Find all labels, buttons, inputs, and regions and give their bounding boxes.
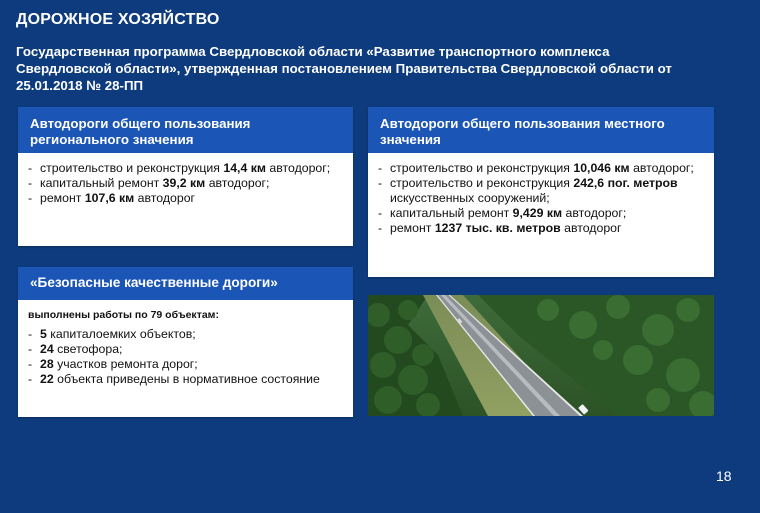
- local-roads-title: Автодороги общего пользования местного значения: [368, 107, 714, 153]
- regional-roads-title: Автодороги общего пользования регионального значения: [18, 107, 353, 153]
- list-item: - строительство и реконструкция 242,6 пог. метров искусственных сооружений;: [378, 176, 704, 206]
- road-photo: [368, 295, 714, 416]
- page-title: ДОРОЖНОЕ ХОЗЯЙСТВО: [16, 11, 220, 28]
- safe-roads-list: [28, 327, 343, 387]
- list-item: - 22 объекта приведены в нормативное состояние: [28, 372, 343, 387]
- list-item: - 5 капиталоемких объектов;: [28, 327, 343, 342]
- list-item: - капитальный ремонт 39,2 км автодорог;: [28, 176, 343, 191]
- regional-roads-list: [28, 161, 343, 206]
- safe-roads-note: выполнены работы по 79 объектам:: [28, 309, 219, 321]
- page-number: 18: [716, 468, 732, 484]
- program-subtitle: Государственная программа Свердловской области «Развитие транспортного комплекса Свердловской области», утвержденная постановлением Правительства Свердловской области от 25.01.2018 № 28-ПП: [16, 44, 672, 93]
- list-item: - ремонт 1237 тыс. кв. метров автодорог: [378, 221, 704, 236]
- local-roads-card: [368, 107, 714, 277]
- safe-roads-card: [18, 267, 353, 417]
- local-roads-body: [368, 153, 714, 236]
- regional-roads-card: [18, 107, 353, 246]
- list-item: - капитальный ремонт 9,429 км автодорог;: [378, 206, 704, 221]
- list-item: - строительство и реконструкция 14,4 км автодорог;: [28, 161, 343, 176]
- road-photo-illustration: [368, 295, 714, 416]
- list-item: - 24 светофора;: [28, 342, 343, 357]
- regional-roads-body: [18, 153, 353, 206]
- list-item: - ремонт 107,6 км автодорог: [28, 191, 343, 206]
- list-item: - строительство и реконструкция 10,046 км автодорог;: [378, 161, 704, 176]
- list-item: - 28 участков ремонта дорог;: [28, 357, 343, 372]
- local-roads-list: [378, 161, 704, 236]
- safe-roads-body: [18, 300, 353, 387]
- safe-roads-title: «Безопасные качественные дороги»: [18, 267, 353, 300]
